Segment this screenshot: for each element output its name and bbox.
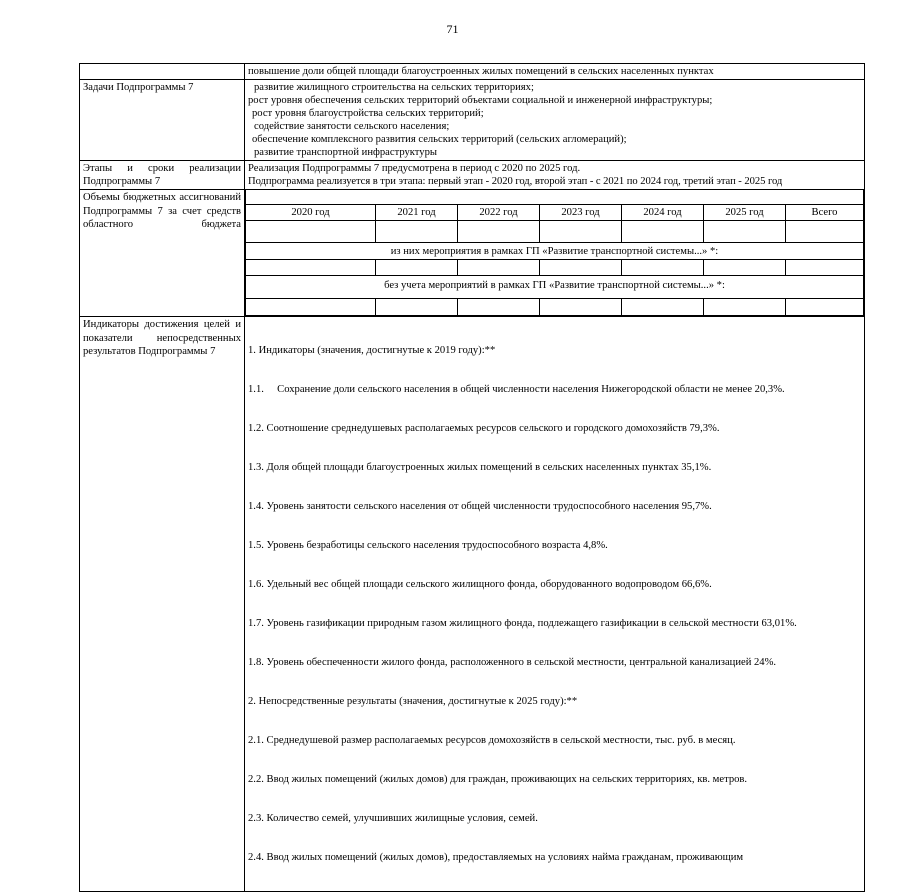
indicator-line: 2. Непосредственные результаты (значения, достигнутые к 2025 году):** — [248, 696, 578, 707]
year-header: 2023 год — [540, 205, 622, 221]
total-header: Всего — [786, 205, 864, 221]
task-item: рост уровня обеспечения сельских территорий объектами социальной и инженерной инфраструктуры; — [248, 95, 713, 106]
budget-value — [540, 260, 622, 276]
indicator-line: 1. Индикаторы (значения, достигнутые к 2019 году):** — [248, 345, 496, 356]
budget-table — [245, 190, 864, 316]
tasks-cell — [245, 80, 865, 161]
year-header: 2020 год — [246, 205, 376, 221]
budget-sub2: без учета мероприятий в рамках ГП «Развитие транспортной системы...» *: — [246, 276, 864, 299]
stages-line-2: Подпрограмма реализуется в три этапа: первый этап - 2020 год, второй этап - с 2021 по 2024 год, третий этап - 2025 год — [248, 176, 783, 187]
stages-row — [80, 161, 865, 190]
indicator-line: 1.5. Уровень безработицы сельского населения трудоспособного возраста 4,8%. — [248, 540, 608, 551]
budget-value — [704, 299, 786, 316]
stages-label: Этапы и сроки реализации Подпрограммы 7 — [80, 161, 245, 190]
budget-values-row — [246, 221, 864, 243]
budget-sub1: из них мероприятия в рамках ГП «Развитие транспортной системы...» *: — [246, 243, 864, 260]
indicator-line: 1.8. Уровень обеспеченности жилого фонда, расположенного в сельской местности, центральной канализацией 24%. — [248, 657, 777, 668]
indicator-line: 2.4. Ввод жилых помещений (жилых домов), предоставляемых на условиях найма гражданам, проживающим — [248, 852, 744, 863]
passport-table — [79, 63, 865, 892]
indicator-line: 1.3. Доля общей площади благоустроенных жилых помещений в сельских населенных пунктах 35,1%. — [248, 462, 712, 473]
budget-sub1-row — [246, 243, 864, 260]
indicator-line: 1.1. Сохранение доли сельского населения в общей численности населения Нижегородской области не менее 20,3%. — [248, 384, 785, 395]
indicator-line: 1.6. Удельный вес общей площади сельского жилищного фонда, оборудованного водопроводом 66,6%. — [248, 579, 712, 590]
budget-value — [376, 260, 458, 276]
budget-value — [376, 221, 458, 243]
indicator-line: 2.3. Количество семей, улучшивших жилищные условия, семей. — [248, 813, 538, 824]
budget-empty — [246, 190, 864, 205]
budget-value — [786, 299, 864, 316]
budget-value — [622, 221, 704, 243]
budget-label: Объемы бюджетных ассигнований Подпрограммы 7 за счет средств областного бюджета — [80, 190, 245, 317]
budget-sub1-values — [246, 260, 864, 276]
page-number: 71 — [446, 22, 459, 36]
budget-value — [704, 260, 786, 276]
continuation-text: повышение доли общей площади благоустроенных жилых помещений в сельских населенных пунктах — [248, 66, 714, 77]
stages-cell — [245, 161, 865, 190]
budget-cell — [245, 190, 865, 317]
task-item: содействие занятости сельского населения; — [254, 121, 450, 132]
budget-value — [246, 260, 376, 276]
budget-sub2-values — [246, 299, 864, 316]
budget-header-row — [246, 205, 864, 221]
task-item: рост уровня благоустройства сельских территорий; — [252, 108, 484, 119]
budget-value — [246, 221, 376, 243]
indicator-line: 2.2. Ввод жилых помещений (жилых домов) для граждан, проживающих на сельских территориях, кв. метров. — [248, 774, 748, 785]
budget-value — [540, 299, 622, 316]
tasks-label: Задачи Подпрограммы 7 — [80, 80, 245, 161]
budget-spacer-row — [246, 190, 864, 205]
task-item: развитие жилищного строительства на сельских территориях; — [254, 82, 534, 93]
budget-value — [786, 260, 864, 276]
budget-value — [246, 299, 376, 316]
year-header: 2021 год — [376, 205, 458, 221]
continuation-cell — [245, 64, 865, 80]
indicators-row — [80, 317, 865, 892]
continuation-label-cell — [80, 64, 245, 80]
budget-row — [80, 190, 865, 317]
budget-value — [458, 260, 540, 276]
budget-value — [376, 299, 458, 316]
budget-value — [786, 221, 864, 243]
task-item: развитие транспортной инфраструктуры — [254, 147, 437, 158]
year-header: 2022 год — [458, 205, 540, 221]
budget-value — [540, 221, 622, 243]
indicator-line: 1.7. Уровень газификации природным газом жилищного фонда, подлежащего газификации в сельской местности 63,01%. — [248, 618, 797, 629]
budget-sub2-row — [246, 276, 864, 299]
indicators-label: Индикаторы достижения целей и показатели непосредственных результатов Подпрограммы 7 — [80, 317, 245, 892]
task-item: обеспечение комплексного развития сельских территорий (сельских агломераций); — [252, 134, 627, 145]
budget-value — [704, 221, 786, 243]
tasks-row — [80, 80, 865, 161]
budget-value — [458, 299, 540, 316]
indicator-line: 1.4. Уровень занятости сельского населения от общей численности трудоспособного населения 95,7%. — [248, 501, 712, 512]
indicators-cell — [245, 317, 865, 892]
indicator-line: 2.1. Среднедушевой размер располагаемых ресурсов домохозяйств в сельской местности, тыс. руб. в месяц. — [248, 735, 736, 746]
year-header: 2025 год — [704, 205, 786, 221]
continuation-row — [80, 64, 865, 80]
indicator-line: 1.2. Соотношение среднедушевых располагаемых ресурсов сельского и городского домохозяйств 79,3%. — [248, 423, 720, 434]
budget-value — [622, 260, 704, 276]
budget-value — [458, 221, 540, 243]
stages-line-1: Реализация Подпрограммы 7 предусмотрена в период с 2020 по 2025 год. — [248, 163, 581, 174]
year-header: 2024 год — [622, 205, 704, 221]
budget-value — [622, 299, 704, 316]
